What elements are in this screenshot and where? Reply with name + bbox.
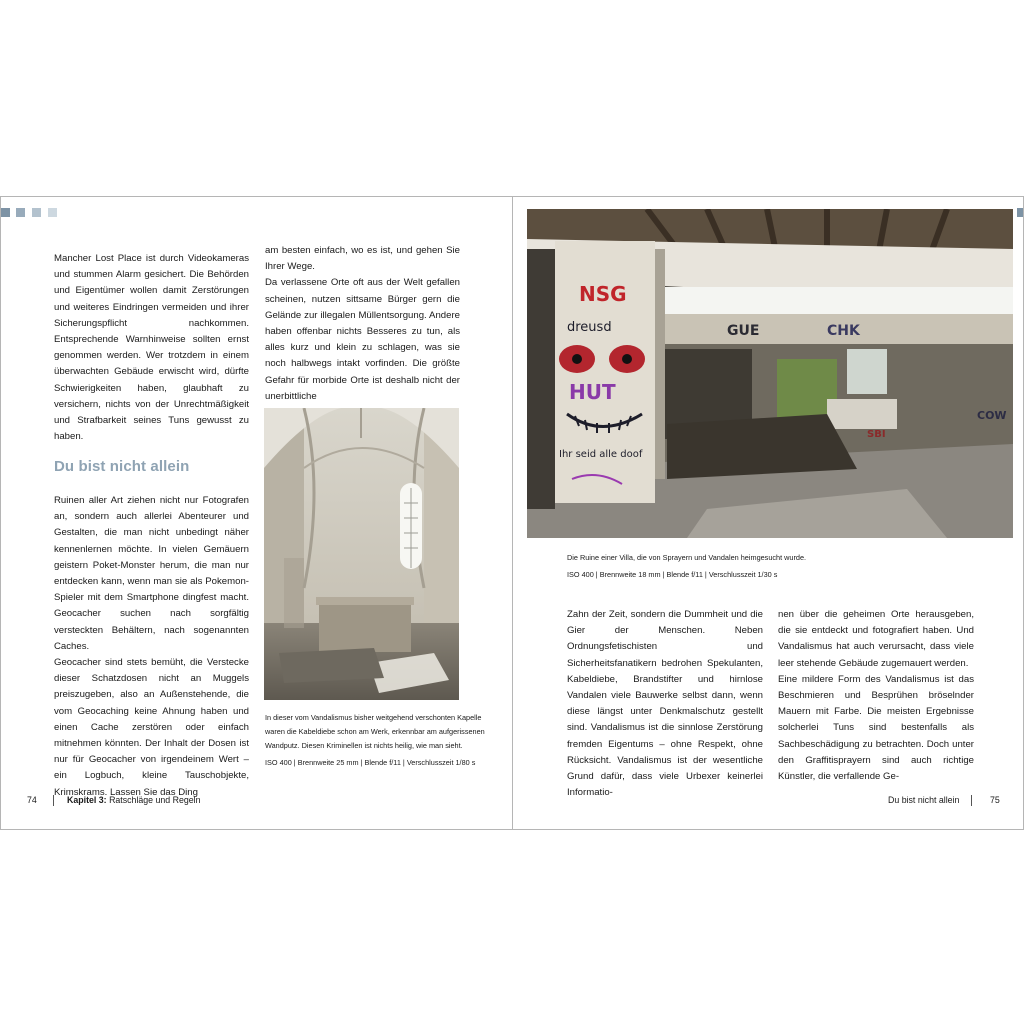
photo-exif: ISO 400 | Brennweite 18 mm | Blende f/11 | Verschlusszeit 1/30 s [567,570,778,579]
gutter-line [512,197,513,829]
running-head-right: Du bist nicht allein [888,795,960,805]
graffiti-text: NSG [579,282,627,306]
footer-separator [53,795,54,806]
book-spread [0,196,1024,830]
decor-square [48,208,57,217]
page-number-right: 75 [990,795,1000,805]
decor-square [1017,208,1023,217]
chapter-prefix: Kapitel 3: [67,795,107,805]
graffiti-text: CHK [827,323,860,339]
graffiti-text: dreusd [567,320,612,335]
chapter-title: Ratschläge und Regeln [109,795,201,805]
villa-photo [527,209,1013,538]
footer-separator [971,795,972,806]
graffiti-text: GUE [727,323,760,339]
caption-line: waren die Kabeldiebe schon am Werk, erkennbar am aufgerissenen [265,727,485,736]
left-col2-text [265,243,460,405]
paragraph: Zahn der Zeit, sondern die Dummheit und die Gier der Menschen. Neben Ordnungsfetischisten und Sicherheitsfanatikern bedrohen Spekulanten, Kabeldiebe, Brandstifter und hirnlose Vandalen viele Bauwerke selbst dann, wenn diese längst unter Denkmalschutz gestellt sind. Vandalismus ist die sinnlose Zerstörung fremden Eigentums – ohne Respekt, ohne Rücksicht. Vandalismus ist der wesentliche Grund dafür, dass viele Urbexer keinerlei Informatio- [567,609,763,799]
section-heading: Du bist nicht allein [54,458,190,475]
right-col1-text [567,607,763,801]
paragraph: Ruinen aller Art ziehen nicht nur Fotografen an, sondern auch allerlei Abenteurer und Gestalten, die man nicht unbedingt näher kennenlernen möchte. In vielen Gemäuern geistern Poket-Monster herum, die man nur entdecken kann, wenn man sie als Pokemon-Spieler mit dem Smartphone dingfest macht. Geocacher suchen nach sorgfältig versteckten Behältern, nach sogenannten Caches. [54,495,249,652]
chapel-caption [265,711,485,770]
decor-square [16,208,25,217]
caption-line: In dieser vom Vandalismus bisher weitgehend verschonten Kapelle [265,713,482,722]
left-col1-text [54,251,249,445]
right-col2-text [778,607,974,785]
paragraph: Da verlassene Orte oft aus der Welt gefallen scheinen, nutzen sittsame Bürger gern die Gelände zur illegalen Müllentsorgung. Andere haben offenbar nichts Besseres zu tun, als alles kurz und klein zu schlagen, was sie noch halbwegs intakt vorfinden. Die größte Gefahr für morbide Orte ist deshalb nicht der unerbittliche [265,277,460,402]
graffiti-text: SBI [867,429,886,440]
chapel-photo [264,408,459,700]
caption-line: Die Ruine einer Villa, die von Sprayern und Vandalen heimgesucht wurde. [567,553,807,562]
graffiti-text: COW [977,409,1007,422]
paragraph: am besten einfach, wo es ist, und gehen Sie Ihrer Wege. [265,245,460,273]
paragraph: nen über die geheimen Orte herausgeben, die sie entdeckt und fotografiert haben. Und Vandalismus hat auch verursacht, dass viele leer stehende Gebäude zugemauert werden. [778,609,974,669]
caption-line: Wandputz. Diesen Kriminellen ist nichts heilig, wie man sieht. [265,741,463,750]
photo-exif: ISO 400 | Brennweite 25 mm | Blende f/11 | Verschlusszeit 1/80 s [265,758,476,767]
villa-caption [567,551,806,582]
graffiti-text: HUT [569,380,616,404]
decor-square [1,208,10,217]
graffiti-text: Ihr seid alle doof [559,449,643,460]
paragraph: Eine mildere Form des Vandalismus ist das Beschmieren und Besprühen bröselnder Mauern mit Farbe. Die meisten Ergebnisse solcherlei Tuns sind bestenfalls als Sachbeschädigung zu betrachten. Doch unter den Graffitisprayern sind auch richtige Künstler, die verfallende Ge- [778,673,974,783]
page-number-left: 74 [27,795,37,805]
paragraph: Mancher Lost Place ist durch Videokameras und stummen Alarm gesichert. Die Behörden und Eigentümer wollen damit Zerstörungen und weiteres Eindringen vermeiden und ihrer Sicherungspflicht nachkommen. Entsprechende Warnhinweise sollten ernst genommen werden. Wer trotzdem in einem überwachten Gebäude erwischt wird, dürfte Schwierigkeiten haben, glaubhaft zu versichern, nichts von der Unrechtmäßigkeit und Strafbarkeit seines Tuns gewusst zu haben. [54,253,249,443]
paragraph: Geocacher sind stets bemüht, die Verstecke dieser Schatzdosen nicht an Muggels preiszugeben, also an Außenstehende, die vom Geocaching keine Ahnung haben und einen Cache zerstören oder einfach mitnehmen könnten. Der Inhalt der Dosen ist nur für Geocacher von irgendeinem Wert – ein Logbuch, kleine Tauschobjekte, Krimskrams. Lassen Sie das Ding [54,657,249,798]
decor-square [32,208,41,217]
left-col1-text-2 [54,493,249,801]
running-head-left [67,795,201,805]
